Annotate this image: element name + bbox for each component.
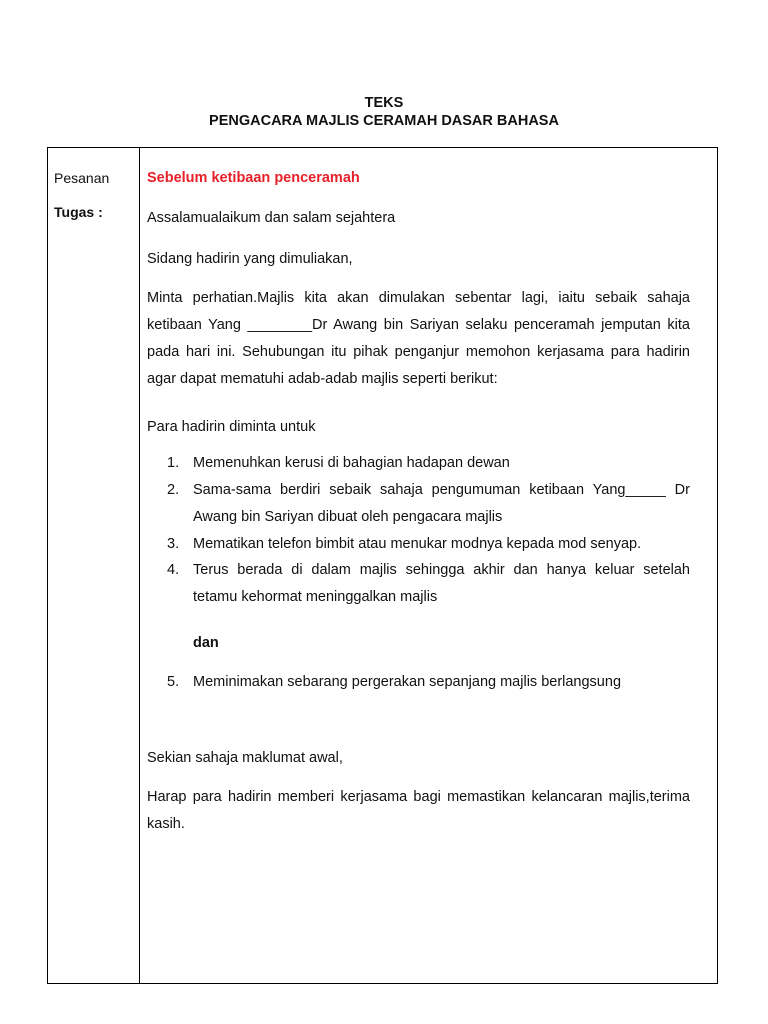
closing-line-1: Sekian sahaja maklumat awal, xyxy=(147,750,343,766)
conjunction-text: dan xyxy=(193,635,219,651)
address-text: Sidang hadirin yang dimuliakan, xyxy=(147,251,353,267)
greeting-text: Assalamualaikum dan salam sejahtera xyxy=(147,210,396,226)
list-item-text: Sama-sama berdiri sebaik sahaja pengumuman ketibaan Yang_____ Dr Awang bin Sariyan dibuat oleh pengacara majlis xyxy=(193,482,690,525)
list-number: 4. xyxy=(167,562,180,578)
left-column xyxy=(54,169,109,221)
title-line-main: PENGACARA MAJLIS CERAMAH DASAR BAHASA xyxy=(209,113,559,129)
script-table xyxy=(47,147,718,984)
document-title xyxy=(0,94,768,130)
column-divider xyxy=(139,148,140,983)
title-line-teks: TEKS xyxy=(364,95,404,111)
section-heading: Sebelum ketibaan penceramah xyxy=(147,170,360,186)
list-number: 5. xyxy=(167,674,180,690)
list-number: 1. xyxy=(167,455,180,471)
request-text: Para hadirin diminta untuk xyxy=(147,419,316,435)
list-number: 2. xyxy=(167,482,180,498)
pesanan-label: Pesanan xyxy=(54,170,110,186)
closing-line-2: Harap para hadirin memberi kerjasama bagi memastikan kelancaran majlis,terima kasih. xyxy=(147,789,690,832)
list-item-text: Terus berada di dalam majlis sehingga akhir dan hanya keluar setelah tetamu kehormat meninggalkan majlis xyxy=(193,562,690,605)
list-number: 3. xyxy=(167,536,180,552)
list-item-text: Meminimakan sebarang pergerakan sepanjang majlis berlangsung xyxy=(193,674,622,690)
tugas-label: Tugas : xyxy=(54,204,103,220)
list-item-text: Memenuhkan kerusi di bahagian hadapan dewan xyxy=(193,455,510,471)
list-item-text: Mematikan telefon bimbit atau menukar modnya kepada mod senyap. xyxy=(193,536,642,552)
intro-paragraph: Minta perhatian.Majlis kita akan dimulakan sebentar lagi, iaitu sebaik sahaja ketibaan Yang ________Dr Awang bin Sariyan selaku penceramah jemputan kita pada hari ini. Sehubungan itu pihak penganjur memohon kerjasama para hadirin agar dapat mematuhi adab-adab majlis seperti berikut: xyxy=(147,290,690,387)
